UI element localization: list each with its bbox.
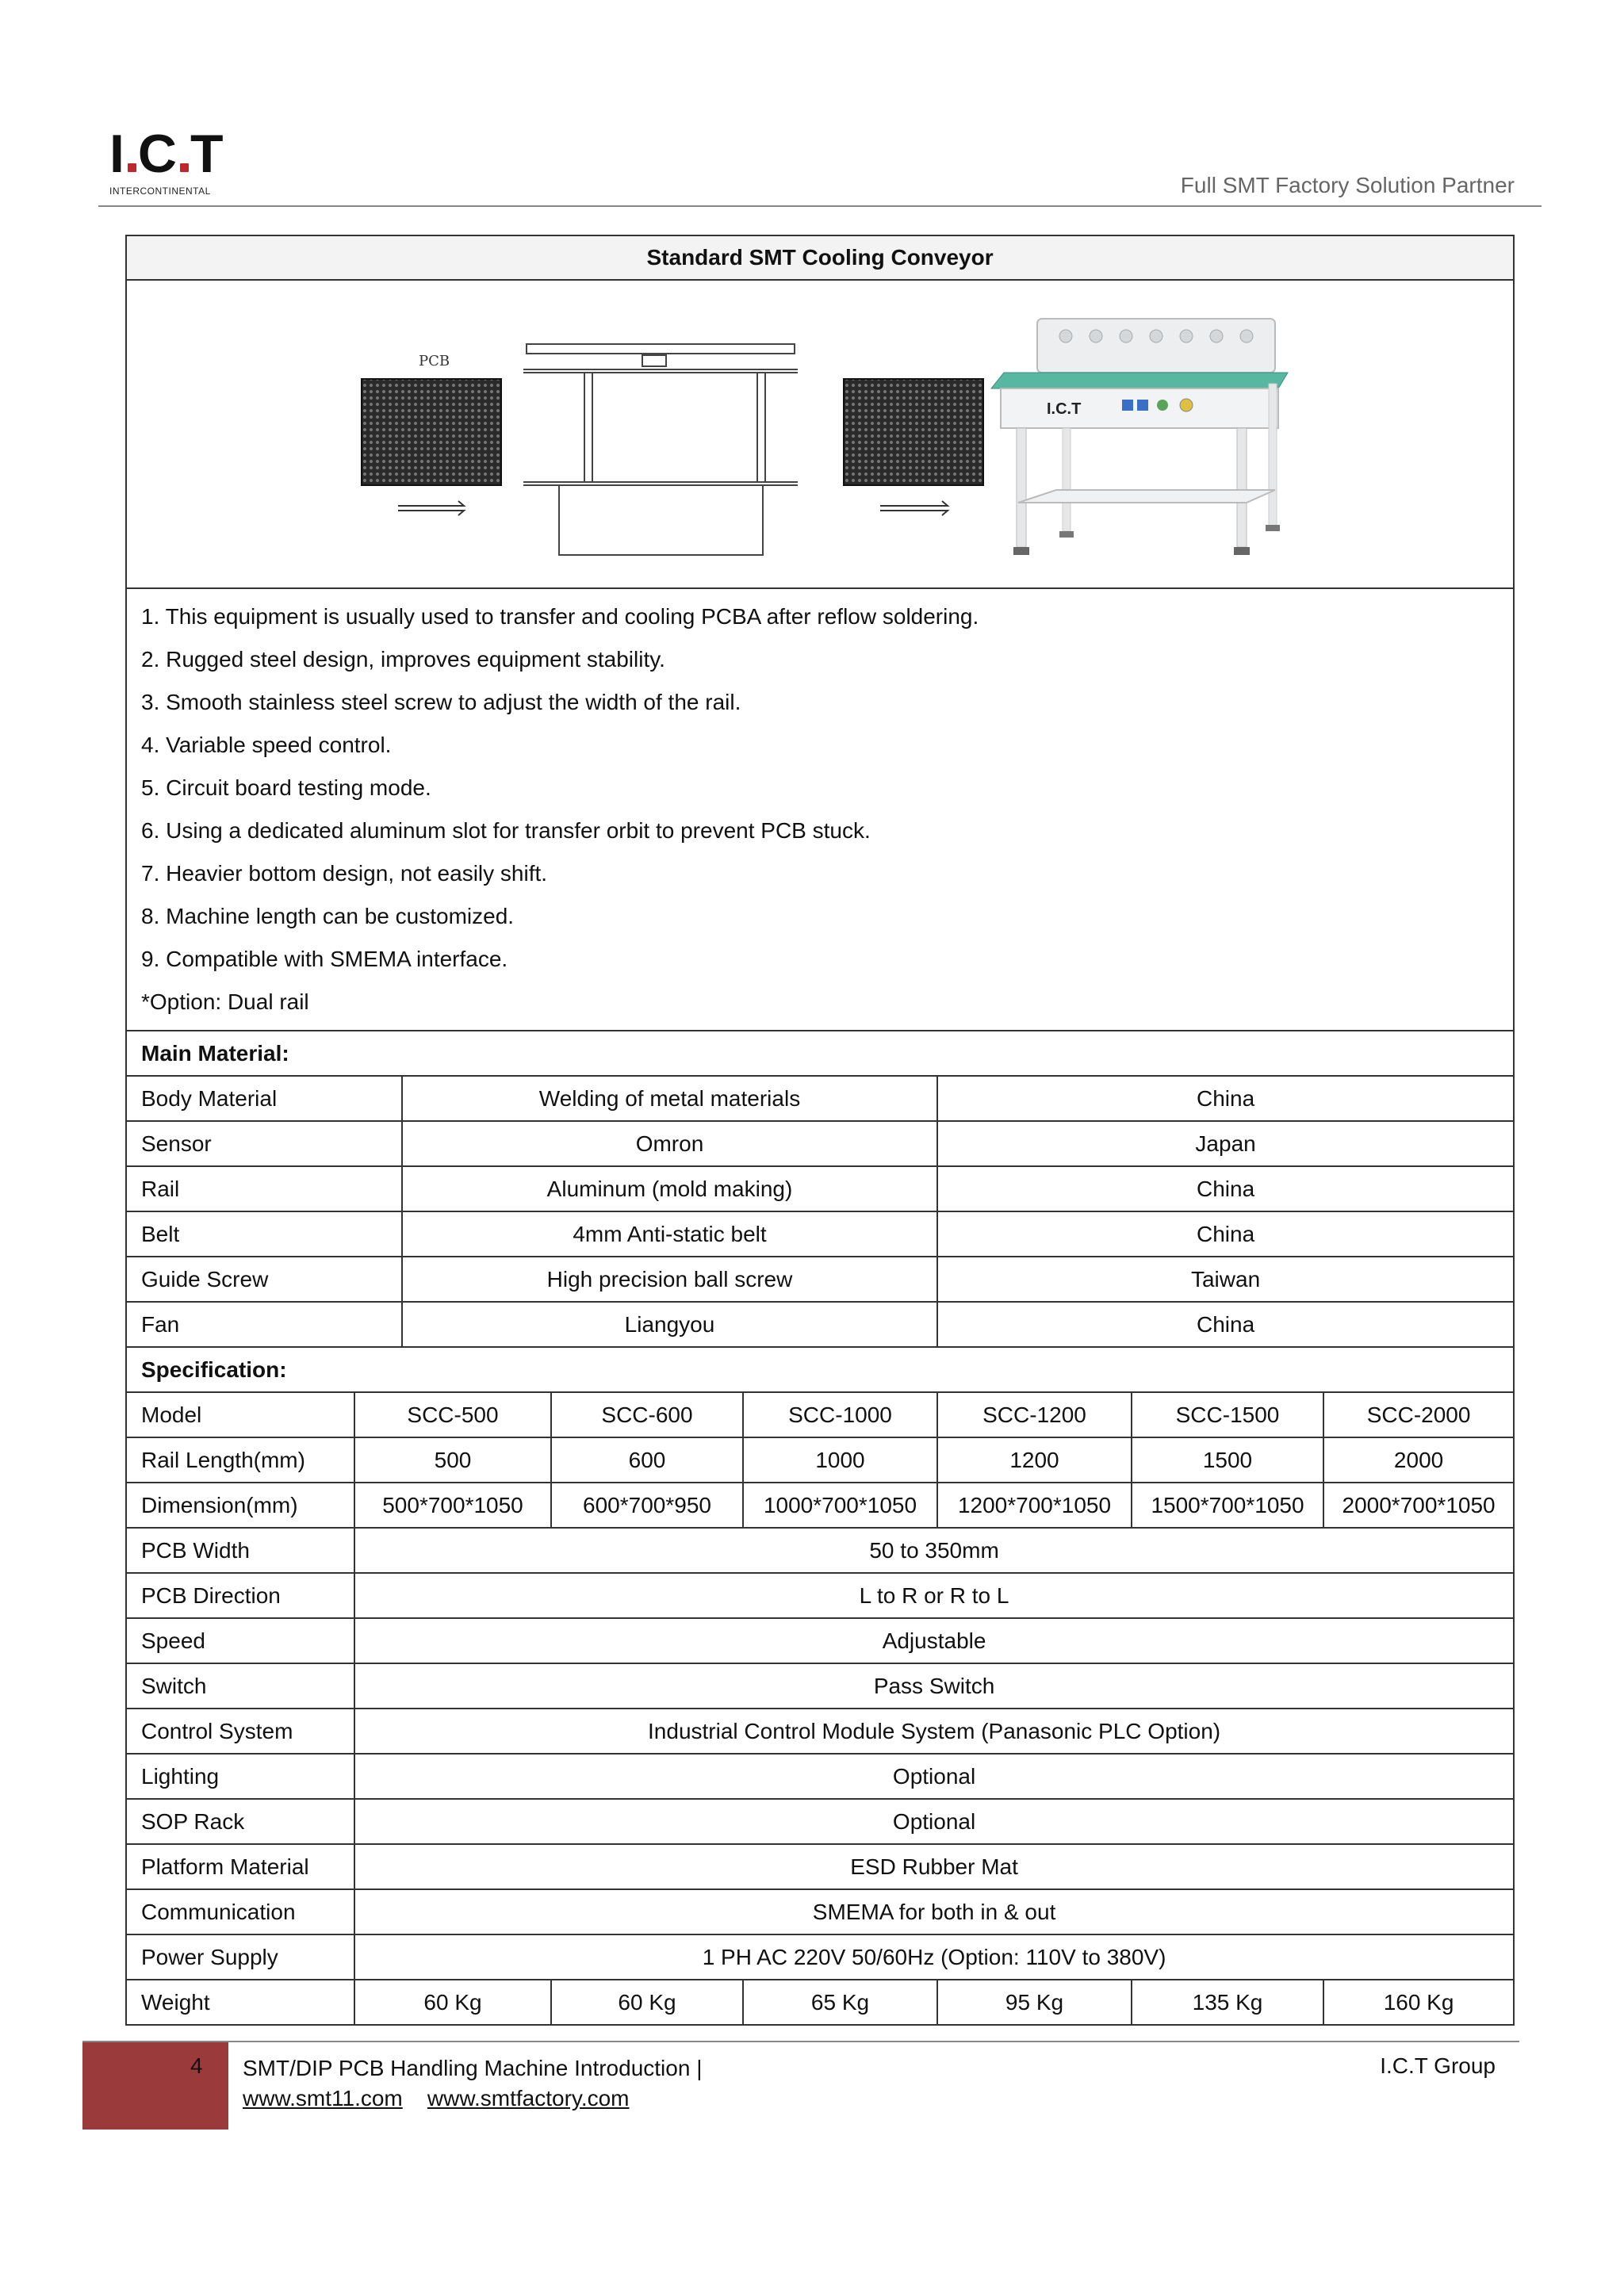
material-value: High precision ball screw: [402, 1257, 937, 1302]
dimension-cell: 500*700*1050: [354, 1483, 551, 1528]
material-item: Fan: [126, 1302, 402, 1347]
footer-divider: [82, 2041, 1519, 2042]
spec-label: Communication: [126, 1889, 354, 1934]
feature-item: 3. Smooth stainless steel screw to adjust the width of the rail.: [141, 690, 741, 714]
spec-label: Control System: [126, 1709, 354, 1754]
material-origin: Taiwan: [937, 1257, 1514, 1302]
main-material-heading: Main Material:: [126, 1031, 1514, 1076]
table-row: [126, 1076, 1514, 1121]
material-origin: China: [937, 1302, 1514, 1347]
table-row: [126, 1980, 1514, 2025]
weight-cell: 95 Kg: [937, 1980, 1132, 2025]
model-cell: SCC-1200: [937, 1392, 1132, 1437]
spec-label: Switch: [126, 1663, 354, 1709]
material-item: Body Material: [126, 1076, 402, 1121]
spec-label: Lighting: [126, 1754, 354, 1799]
spec-label: Model: [126, 1392, 354, 1437]
arrow-right-icon: [880, 501, 948, 515]
product-image-area: [126, 280, 1514, 588]
feature-item: 5. Circuit board testing mode.: [141, 775, 431, 800]
footer-link-smtfactory[interactable]: www.smtfactory.com: [427, 2086, 630, 2110]
table-row: [126, 1437, 1514, 1483]
weight-cell: 160 Kg: [1323, 1980, 1514, 2025]
model-cell: SCC-1000: [743, 1392, 937, 1437]
material-item: Belt: [126, 1211, 402, 1257]
footer-title-block: [243, 2053, 702, 2114]
footer-title: SMT/DIP PCB Handling Machine Introduction |: [243, 2056, 703, 2080]
spec-label: Speed: [126, 1618, 354, 1663]
table-row: [126, 1483, 1514, 1528]
material-origin: Japan: [937, 1121, 1514, 1166]
machine-brand-label: I.C.T: [1047, 400, 1082, 418]
page-number-block: [82, 2042, 228, 2130]
spec-label: Weight: [126, 1980, 354, 2025]
table-row: [126, 1709, 1514, 1754]
table-row: [126, 1618, 1514, 1663]
spec-label: Platform Material: [126, 1844, 354, 1889]
spec-value: Optional: [354, 1799, 1514, 1844]
material-item: Rail: [126, 1166, 402, 1211]
spec-value: ESD Rubber Mat: [354, 1844, 1514, 1889]
material-value: Aluminum (mold making): [402, 1166, 937, 1211]
dimension-cell: 1200*700*1050: [937, 1483, 1132, 1528]
spec-value: Optional: [354, 1754, 1514, 1799]
spec-label: Power Supply: [126, 1934, 354, 1980]
company-logo: [109, 124, 252, 198]
rail-length-cell: 500: [354, 1437, 551, 1483]
rail-length-cell: 1500: [1132, 1437, 1323, 1483]
material-item: Sensor: [126, 1121, 402, 1166]
specification-heading: Specification:: [126, 1347, 1514, 1392]
table-row: [126, 1889, 1514, 1934]
spec-value: Pass Switch: [354, 1663, 1514, 1709]
header-divider: [98, 205, 1542, 207]
conveyor-front-view: [523, 344, 798, 555]
pcb-board-left: [362, 379, 501, 485]
spec-value: Industrial Control Module System (Panasonic PLC Option): [354, 1709, 1514, 1754]
rail-length-cell: 600: [551, 1437, 743, 1483]
table-row: [126, 1663, 1514, 1709]
spec-value: L to R or R to L: [354, 1573, 1514, 1618]
table-row: [126, 1121, 1514, 1166]
header-tagline: Full SMT Factory Solution Partner: [1180, 173, 1515, 197]
table-row: [126, 1844, 1514, 1889]
spec-value: 50 to 350mm: [354, 1528, 1514, 1573]
spec-label: SOP Rack: [126, 1799, 354, 1844]
spec-value: SMEMA for both in & out: [354, 1889, 1514, 1934]
feature-item: 7. Heavier bottom design, not easily shift.: [141, 861, 548, 886]
page-number: 4: [190, 2053, 203, 2078]
cooling-conveyor-photo: [991, 319, 1288, 555]
table-row: [126, 1934, 1514, 1980]
table-row: [126, 1799, 1514, 1844]
product-spec-table: [125, 235, 1515, 2026]
material-value: 4mm Anti-static belt: [402, 1211, 937, 1257]
table-row: [126, 1754, 1514, 1799]
material-value: Liangyou: [402, 1302, 937, 1347]
table-row: [126, 1211, 1514, 1257]
features-list: [126, 588, 1514, 1031]
spec-label: PCB Direction: [126, 1573, 354, 1618]
model-cell: SCC-2000: [1323, 1392, 1514, 1437]
dimension-cell: 1500*700*1050: [1132, 1483, 1323, 1528]
table-row: [126, 1528, 1514, 1573]
spec-label: Rail Length(mm): [126, 1437, 354, 1483]
feature-item: 8. Machine length can be customized.: [141, 904, 515, 928]
material-value: Welding of metal materials: [402, 1076, 937, 1121]
weight-cell: 60 Kg: [551, 1980, 743, 2025]
material-item: Guide Screw: [126, 1257, 402, 1302]
weight-cell: 65 Kg: [743, 1980, 937, 2025]
dimension-cell: 600*700*950: [551, 1483, 743, 1528]
weight-cell: 60 Kg: [354, 1980, 551, 2025]
spec-label: Dimension(mm): [126, 1483, 354, 1528]
table-row: [126, 1166, 1514, 1211]
arrow-right-icon: [398, 501, 464, 515]
product-title: Standard SMT Cooling Conveyor: [126, 235, 1514, 280]
table-row: [126, 1392, 1514, 1437]
table-row: [126, 1573, 1514, 1618]
rail-length-cell: 1000: [743, 1437, 937, 1483]
footer-link-smt11[interactable]: www.smt11.com: [243, 2086, 403, 2110]
feature-item: 1. This equipment is usually used to transfer and cooling PCBA after reflow soldering.: [141, 604, 979, 629]
model-cell: SCC-1500: [1132, 1392, 1323, 1437]
footer-group-name: I.C.T Group: [1380, 2053, 1496, 2078]
feature-item: 9. Compatible with SMEMA interface.: [141, 947, 508, 971]
logo-subtitle: INTERCONTINENTAL: [109, 186, 211, 197]
spec-label: PCB Width: [126, 1528, 354, 1573]
feature-item: *Option: Dual rail: [141, 989, 309, 1014]
table-row: [126, 1302, 1514, 1347]
feature-item: 2. Rugged steel design, improves equipment stability.: [141, 647, 665, 672]
material-origin: China: [937, 1166, 1514, 1211]
conveyor-diagram: [127, 281, 1511, 582]
model-cell: SCC-500: [354, 1392, 551, 1437]
material-origin: China: [937, 1076, 1514, 1121]
model-cell: SCC-600: [551, 1392, 743, 1437]
weight-cell: 135 Kg: [1132, 1980, 1323, 2025]
spec-value: 1 PH AC 220V 50/60Hz (Option: 110V to 380V): [354, 1934, 1514, 1980]
pcb-board-right: [844, 379, 983, 485]
material-origin: China: [937, 1211, 1514, 1257]
feature-item: 4. Variable speed control.: [141, 733, 392, 757]
rail-length-cell: 1200: [937, 1437, 1132, 1483]
feature-item: 6. Using a dedicated aluminum slot for transfer orbit to prevent PCB stuck.: [141, 818, 871, 843]
material-value: Omron: [402, 1121, 937, 1166]
table-row: [126, 1257, 1514, 1302]
logo-wordmark: I C T: [109, 124, 225, 184]
dimension-cell: 1000*700*1050: [743, 1483, 937, 1528]
spec-value: Adjustable: [354, 1618, 1514, 1663]
pcb-label: PCB: [419, 353, 450, 369]
rail-length-cell: 2000: [1323, 1437, 1514, 1483]
dimension-cell: 2000*700*1050: [1323, 1483, 1514, 1528]
